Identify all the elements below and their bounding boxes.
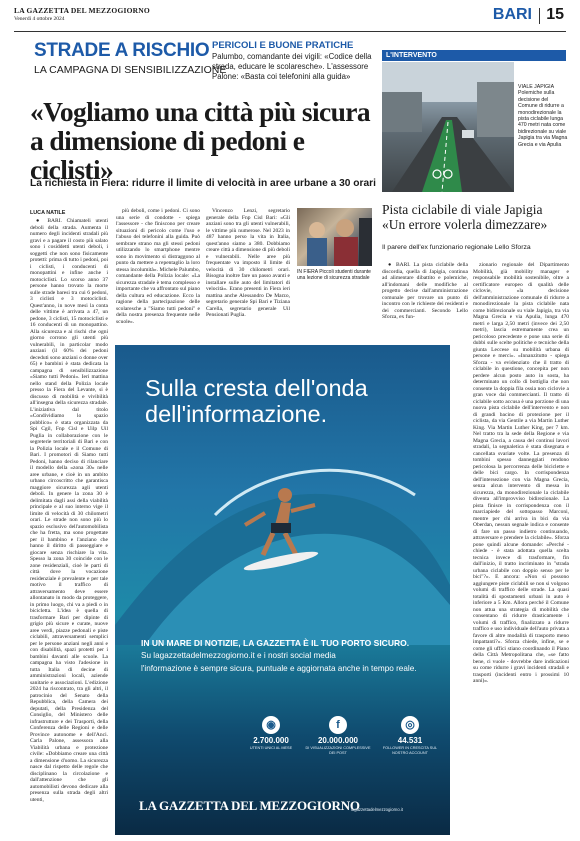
ad-headline: Sulla cresta dell'onda dell'informazione. <box>145 375 368 427</box>
main-kicker: STRADE A RISCHIO <box>34 40 210 61</box>
secondary-kicker-text: Palumbo, comandante dei vigili: «Codice della strada, educare le scolaresche». L'assessore Palone: «Basta coi telefonini alla guida» <box>212 52 372 81</box>
page-number: 15 <box>546 6 564 23</box>
ad-stat-views-label: DI VISUALIZZAZIONI COMPLESSIVE DEI POST <box>305 746 371 755</box>
sidebar-column-2 <box>473 262 569 834</box>
ad-stat-followers-label: FOLLOWER IN CRESCITA SUL NOSTRO ACCOUNT <box>382 746 438 755</box>
ad-stat-views <box>303 716 373 755</box>
masthead-divider <box>539 8 540 24</box>
sidebar-column-1-text: ● BARI. La pista ciclabile della discordia, quella di Japigia, continua ad alimentare dibattito e polemiche, all'indomani delle modifiche al progetto decise dall'amministrazione comunale per trovare un punto di incontro con le richieste dei residenti e dei commercianti. Secondo Lello Sforza, ex fun- <box>382 262 468 320</box>
main-headline: «Vogliamo una città più sicura a dimensione di pedoni e ciclisti» <box>30 96 371 185</box>
newspaper-name: LA GAZZETTA DEL MEZZOGIORNO <box>14 6 150 15</box>
surfer-wave-illustration <box>115 425 450 645</box>
ad-stat-followers <box>377 716 443 755</box>
instagram-icon: ◎ <box>401 716 419 734</box>
sidebar-headline: Pista ciclabile di viale Japigia «Un errore volerla dimezzare» <box>382 202 548 232</box>
students-photo <box>297 208 372 266</box>
article-column-2-text: più deboli, come i pedoni. Ci sono una serie di condotte - spiega l'assessore - che finiscono per creare situazioni di pericolo come l'uso e l'abuso dei telefonini alla guida. Può sembrare strano ma gli stessi pedoni utilizzando lo smartphone mentre sono in movimento si distraggono al punto da mettere a repentaglio la loro stessa incolumità». Michele Palumbo, comandante della Polizia locale: «La sicurezza stradale è tema complesso e importante che va affrontato sul piano della cultura ed educazione. Ecco la ragione della partecipazione delle scolaresche a "Siamo tutti pedoni" e della nostra presenza frequente nelle scuole». <box>116 208 200 325</box>
newspaper-advertisement[interactable] <box>115 345 450 835</box>
ad-newspaper-logo: LA GAZZETTA DEL MEZZOGIORNO <box>139 798 360 813</box>
ad-text-line-1: Su lagazzettadelmezzogiorno.it e i nostri social media <box>141 651 336 660</box>
sidebar-column-2-text: zionario regionale del Dipartimento Mobilità, già mobility manager e responsabile mobilità sostenibile, oltre a certificatore europeo di qualità delle ciclovie, «la decisione dell'amministrazione comunale di ridurre a monodirezionale la pista ciclabile nata come bidirezionale su viale Japigia, tra via Magna Grecia e via Apulia, lunga 470 metri e larga 2,50 metri (invece dei 2,50 metri), lascia estremamente crea un pericoloso precedente e pone una serie di dubbi sulle scelte politiche e tecniche della giunta Leccese su mobilità urbana di persone e merci». «Innanzitutto - spiega Sforza - va evidenziato che il tratto di ciclabile in questione, concepita per non perdere alcun posto auto in sosta, ha determinato un collo di bottiglia che non consente la doppia fila ossia non ciclovie a gran voce dai commercianti. Il tratto di ciclabile sotto accusa è una porzione di una nuova pista ciclabile dell'intervento e non di grandi bacino di protezione per il ciclista, da via Gentile a via Martin Luther King. Via Martin Luther King, per 7 km. Nel tratto tra la sede della Regione e via Magna Grecia, a causa del continui lavori stradali, la segnaletica è stata disegnata e cancellata svariate volte. La presenza di tombini spesso danneggiati rendono pericolosa la percorrenza delle biciclette e delle bici cargo. In corrispondenza dell'intersezione con via Magna Grecia, senza alcun intervento di messa in sicurezza, da monodirezionale la ciclabile diventa all'improvviso bidirezionale. La pista finisce in corrispondenza con il marciapiede del sottopasso Marconi, mentre per chi arriva in bici da via Oberdan, nessun segnale indica e consente di fare un passo indietro continuando, attraversare e prendere la ciclabile». Sforza pone quindi alcune domande: «Perché - chiede - è stata adottata quella scelta tecnica invece di trasformare, fin dall'inizio, il tratto incriminato in "strada urbana ciclabile con doppio senso per le bici"?». E ancora: «Non si possono aggiungere piste ciclabili se non si volgono volumi di traffico delle strade. La quasi totalità di spostamenti urbani in auto è inferiore a 5 Km. Allora perché il Comune non attua una strategia di mobilità che consentano di ridurre drasticamente i volumi di traffico, finalizzato a ridurre traffico e uso individuale dell'auto privata a favore di altre modalità di trasporto meno impattanti?». Sforza chiede, infine, se e come gli uffici stiano coordinando il Piano della Città Metropolitana che, «se fatto bene, ci vuole - dovrebbe dare indicazioni su come ridurre i gravi incidenti stradali e trasporti (incidenti entro i prossimi 10 anni)». <box>473 262 569 684</box>
ad-stat-users-label: UTENTI UNICI AL MESE <box>249 746 293 750</box>
ad-website-link[interactable]: lagazzettadelmezzogiorno.it <box>351 807 403 812</box>
bike-lane-illustration <box>382 62 514 192</box>
article-byline: LUCA NATILE <box>30 210 66 216</box>
article-column-1-text: ● BARI. Chiamateli utenti deboli della strada. Aumenta il numero degli incidenti stradali più gravi e a pagare il costo più salato sono i cosiddetti utenti deboli, i soggetti che non sono fisicamente protetti: prima di tutto i pedoni, poi i ciclisti, i conducenti di monopattini e infine anche i motociclisti. Lo scorso anno 37 persone hanno trovato la morte sulle strade baresi tra cui 6 pedoni, 3 ciclisti e 3 motociclisti. Quest'anno, in nove mesi la conta delle vittime è arrivata a 47, un pedone, 3 ciclisti, 15 motociclisti e 16 conducenti di un monopattino. Alla sicurezza e ai rischi che ogni giorno corrono gli utenti più vulnerabili, in particolar modo anziani (il 60% dei pedoni deceduti sono anziani o donne over 65) e bambini è stata dedicata la campagna di sensibilizzazione «Siamo tutti Pedoni». Ieri mattina nello stand della Polizia locale presso la Fiera del Levante, si è discusso di mobilità e vivibilità all'insegna della sicurezza stradale. L'iniziativa dal titolo «Condividiamo lo spazio pubblico» è stata organizzata da Spi Cgil, Fnp Cisl e Uilp Uil Puglia in collaborazione con le segreterie territoriali di Bari e con la Polizia locale e il Comune di Bari. I promotori di Siamo tutti Pedoni, hanno deciso di rilanciare il modello della «zona 30» nelle aree urbane, e cioè in un ambito urbano circoscritto che garantisca maggiore sicurezza agli utenti deboli. In genere la zona 30 è delimitata dagli assi della viabilità principale e al suo interno vige il limite di velocità di 30 chilometri orari. Le strade non sono più lo spazio esclusivo dell'automobilista che ha fretta, ma sono progettate per il bambino e l'anziano che hanno il diritto di passeggiare e giocare senza rischiare la vita. Spesso la zona 30 coincide con le zone residenziali, cioè le parti di città dove la vocazione residenziale è prevalente e per tale motivo il traffico di attraversamento deve essere allontanato in modo da proteggere, in primo luogo, chi va a piedi o in bicicletta. L'idea è quella di trasformare Bari per dipinte di grigio più sicure e curate, nuove aree verdi, piazze pedonali e piste ciclabili, attraversamenti semplici per le persone anziani negli anni e con disabilità, spazi protetti per i bambini davanti alle scuole. La campagna ha visto l'adesione in tutta Italia di decine di amministrazioni locali, aziende sanitarie e associazioni. L'edizione 2024 ha riscontrato, tra gli altri, il patrocinio del Senato della Repubblica, della Camera dei deputati, della Presidenza del Consiglio, del Ministero delle infrastrutture e dei Trasporti, della Conferenza delle Regioni e delle Province autonome e dell'Anci. Carla Palone, assessora alla Viabilità urbana e protezione civile: «Dobbiamo creare una città a dimensione d'uomo. La sicurezza nasce dal rispetto delle regole che disciplinano la circolazione e dall'attenzione che gli automobilisti devono dedicare alla presenza sulla strada degli altri utenti, <box>30 218 108 803</box>
ad-text-line-2: l'informazione è sempre sicura, puntuale e aggiornata anche in tempo reale. <box>141 664 417 673</box>
section-label: BARI <box>492 6 532 23</box>
issue-date: Venerdì 4 ottobre 2024 <box>14 16 65 22</box>
ad-stat-followers-value: 44.531 <box>397 736 423 745</box>
students-photo-caption: IN FIERA Piccoli studenti durante una lezione di sicurezza stradale <box>297 269 371 281</box>
article-column-1 <box>30 218 108 833</box>
students-illustration <box>297 208 372 266</box>
facebook-icon: f <box>329 716 347 734</box>
article-column-3-text: Vincenzo Lenzi, segretario generale della Fnp Cisl Bari: «Gli anziani sono tra gli utenti vulnerabili, le vittime più numerose. Nel 2023 in 487 hanno perso la vita in Italia, quest'anno siamo a 380. Dobbiamo creare città a dimensione di più deboli e vulnerabili. Nelle aree più frequentate va imposto il limite di velocità di 30 chilometri orari. Bisogna inoltre fare un passo avanti e installare sulle auto del limitatori di velocità». Erano presenti in Fiera ieri mattina anche Alessandro De Marzo, segretario generale Spi Bari e Tiziana Carella, segretario generale Uil Pensionati Puglia. <box>206 208 290 318</box>
ad-stat-users <box>240 716 302 751</box>
bike-lane-photo <box>382 62 514 192</box>
article-column-3 <box>206 208 290 346</box>
ad-stat-views-value: 20.000.000 <box>317 736 359 745</box>
secondary-kicker: PERICOLI E BUONE PRATICHE <box>212 40 354 51</box>
article-column-2 <box>116 208 200 346</box>
bike-lane-photo-caption: VIALE JAPIGIA Polemiche sulla decisione del Comune di ridurre a monodirezionale la pista ciclabile lunga 470 metri nata come bidirezionale su viale Japigia tra via Magna Grecia e via Apulia <box>518 84 568 148</box>
ad-tagline: IN UN MARE DI NOTIZIE, LA GAZZETTA È IL TUO PORTO SICURO. <box>141 638 410 648</box>
ad-stat-users-value: 2.700.000 <box>253 736 289 745</box>
sidebar-column-1 <box>382 262 468 332</box>
sidebar-subheadline: Il parere dell'ex funzionario regionale Lello Sforza <box>382 244 531 251</box>
main-kicker-sub: LA CAMPAGNA DI SENSIBILIZZAZIONE <box>34 64 227 76</box>
globe-icon: ◉ <box>262 716 280 734</box>
masthead <box>14 4 566 32</box>
main-subheadline: La richiesta in Fiera: ridurre il limite di velocità in aree urbane a 30 orari <box>30 178 376 189</box>
sidebar-section-bar: L'INTERVENTO <box>382 50 566 61</box>
